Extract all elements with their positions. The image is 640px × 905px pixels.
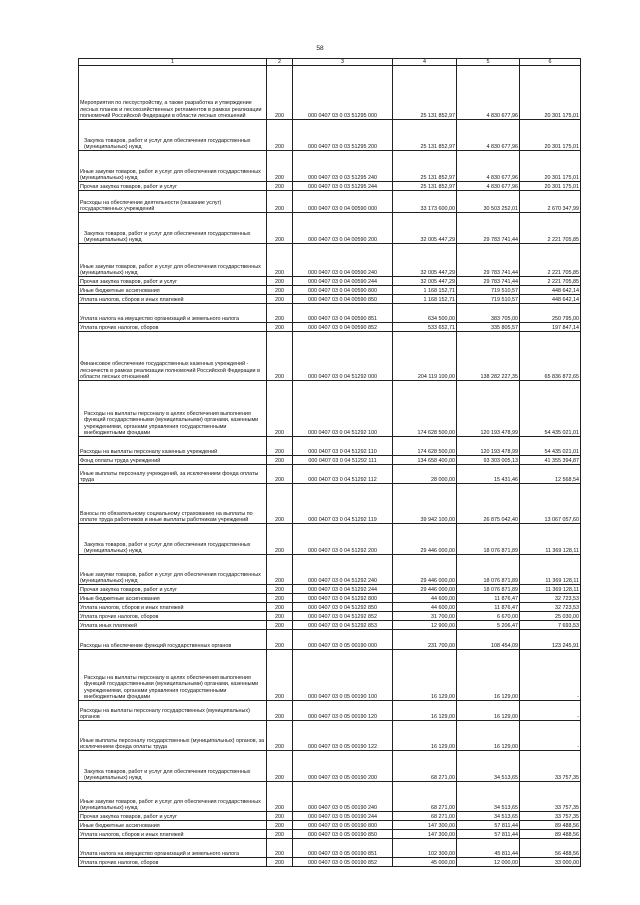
row-remaining: 20 301 175,01 bbox=[520, 151, 581, 182]
row-approved: 29 446 000,00 bbox=[393, 555, 457, 585]
row-remaining: 33 757,35 bbox=[520, 812, 581, 821]
row-classification: 000 0407 03 0 04 00590 852 bbox=[293, 323, 393, 332]
row-remaining: 11 369 128,11 bbox=[520, 555, 581, 585]
row-name: Уплата налогов, сборов и иных платежей bbox=[79, 295, 267, 304]
row-remaining: 197 847,14 bbox=[520, 323, 581, 332]
row-name: Прочая закупка товаров, работ и услуг bbox=[79, 182, 267, 191]
row-name: Иные закупки товаров, работ и услуг для обеспечения государственных (муниципальных) нужд bbox=[79, 151, 267, 182]
row-classification: 000 0407 03 0 05 00190 000 bbox=[293, 630, 393, 650]
header-row bbox=[79, 59, 581, 66]
row-code: 200 bbox=[267, 821, 293, 830]
row-classification: 000 0407 03 0 03 51295 240 bbox=[293, 151, 393, 182]
row-classification: 000 0407 03 0 04 00590 800 bbox=[293, 286, 393, 295]
row-classification: 000 0407 03 0 03 51295 200 bbox=[293, 120, 393, 151]
table-row bbox=[79, 812, 581, 821]
row-executed: 30 503 252,01 bbox=[457, 191, 520, 213]
row-code: 200 bbox=[267, 782, 293, 812]
row-name: Закупка товаров, работ и услуг для обеспечения государственных (муниципальных) нужд bbox=[79, 751, 267, 782]
table-row bbox=[79, 286, 581, 295]
row-remaining: 33 757,35 bbox=[520, 751, 581, 782]
row-approved: 25 131 852,97 bbox=[393, 66, 457, 120]
row-code: 200 bbox=[267, 621, 293, 630]
row-code: 200 bbox=[267, 650, 293, 701]
row-code: 200 bbox=[267, 858, 293, 867]
column-header: 4 bbox=[393, 59, 457, 66]
row-remaining: 20 301 175,01 bbox=[520, 66, 581, 120]
column-header: 1 bbox=[79, 59, 267, 66]
row-approved: 25 131 852,97 bbox=[393, 120, 457, 151]
row-classification: 000 0407 03 0 04 51292 800 bbox=[293, 594, 393, 603]
row-approved: 32 005 447,29 bbox=[393, 277, 457, 286]
row-classification: 000 0407 03 0 04 51292 853 bbox=[293, 621, 393, 630]
row-remaining: - bbox=[520, 721, 581, 751]
row-remaining: 20 301 175,01 bbox=[520, 182, 581, 191]
row-code: 200 bbox=[267, 244, 293, 277]
row-remaining: 7 693,53 bbox=[520, 621, 581, 630]
row-name: Расходы на выплаты персоналу государственных (муниципальных) органов bbox=[79, 701, 267, 721]
row-classification: 000 0407 03 0 05 00190 850 bbox=[293, 830, 393, 839]
row-code: 200 bbox=[267, 721, 293, 751]
table-row bbox=[79, 839, 581, 858]
row-code: 200 bbox=[267, 213, 293, 244]
row-executed: 6 670,00 bbox=[457, 612, 520, 621]
row-code: 200 bbox=[267, 277, 293, 286]
table-row bbox=[79, 304, 581, 323]
row-name: Иные бюджетные ассигнования bbox=[79, 286, 267, 295]
row-classification: 000 0407 03 0 04 51292 852 bbox=[293, 612, 393, 621]
row-classification: 000 0407 03 0 04 51292 111 bbox=[293, 456, 393, 465]
row-approved: 39 942 100,00 bbox=[393, 484, 457, 524]
row-remaining: 56 488,56 bbox=[520, 839, 581, 858]
row-classification: 000 0407 03 0 04 51292 000 bbox=[293, 332, 393, 381]
row-name: Прочая закупка товаров, работ и услуг bbox=[79, 277, 267, 286]
row-executed: 719 510,57 bbox=[457, 286, 520, 295]
row-code: 200 bbox=[267, 456, 293, 465]
row-name: Уплата налога на имущество организаций и земельного налога bbox=[79, 304, 267, 323]
row-approved: 44 600,00 bbox=[393, 603, 457, 612]
column-header: 2 bbox=[267, 59, 293, 66]
row-approved: 1 168 152,71 bbox=[393, 295, 457, 304]
row-remaining: 12 568,54 bbox=[520, 465, 581, 484]
row-classification: 000 0407 03 0 05 00190 200 bbox=[293, 751, 393, 782]
row-executed: 57 811,44 bbox=[457, 821, 520, 830]
row-approved: 634 500,00 bbox=[393, 304, 457, 323]
table-row bbox=[79, 456, 581, 465]
row-code: 200 bbox=[267, 465, 293, 484]
row-executed: 18 076 871,89 bbox=[457, 524, 520, 555]
row-approved: 204 119 100,00 bbox=[393, 332, 457, 381]
column-header: 3 bbox=[293, 59, 393, 66]
row-name: Уплата налогов, сборов и иных платежей bbox=[79, 603, 267, 612]
row-executed: 26 875 042,40 bbox=[457, 484, 520, 524]
row-classification: 000 0407 03 0 04 00590 000 bbox=[293, 191, 393, 213]
row-approved: 33 173 600,00 bbox=[393, 191, 457, 213]
row-executed: 18 076 871,89 bbox=[457, 555, 520, 585]
row-approved: 174 628 500,00 bbox=[393, 437, 457, 456]
table-row bbox=[79, 323, 581, 332]
row-remaining: 65 836 872,65 bbox=[520, 332, 581, 381]
row-approved: 29 446 000,00 bbox=[393, 524, 457, 555]
row-approved: 32 005 447,29 bbox=[393, 213, 457, 244]
row-code: 200 bbox=[267, 381, 293, 437]
row-executed: 12 000,00 bbox=[457, 858, 520, 867]
row-name: Уплата прочих налогов, сборов bbox=[79, 612, 267, 621]
table-row bbox=[79, 751, 581, 782]
row-classification: 000 0407 03 0 04 51292 200 bbox=[293, 524, 393, 555]
table-row bbox=[79, 630, 581, 650]
row-classification: 000 0407 03 0 04 51292 112 bbox=[293, 465, 393, 484]
row-code: 200 bbox=[267, 484, 293, 524]
row-executed: 29 783 741,44 bbox=[457, 277, 520, 286]
row-name: Закупка товаров, работ и услуг для обеспечения государственных (муниципальных) нужд bbox=[79, 213, 267, 244]
table-row bbox=[79, 524, 581, 555]
row-remaining: 41 355 394,87 bbox=[520, 456, 581, 465]
row-approved: 68 271,00 bbox=[393, 782, 457, 812]
table-row bbox=[79, 594, 581, 603]
row-code: 200 bbox=[267, 555, 293, 585]
row-approved: 25 131 852,97 bbox=[393, 151, 457, 182]
row-executed: 29 783 741,44 bbox=[457, 213, 520, 244]
row-code: 200 bbox=[267, 182, 293, 191]
table-row bbox=[79, 821, 581, 830]
row-code: 200 bbox=[267, 630, 293, 650]
row-executed: 719 510,57 bbox=[457, 295, 520, 304]
row-approved: 16 129,00 bbox=[393, 721, 457, 751]
table-row bbox=[79, 484, 581, 524]
row-name: Прочая закупка товаров, работ и услуг bbox=[79, 585, 267, 594]
row-remaining: 11 369 128,11 bbox=[520, 585, 581, 594]
row-code: 200 bbox=[267, 839, 293, 858]
row-code: 200 bbox=[267, 120, 293, 151]
table-row bbox=[79, 782, 581, 812]
row-executed: 108 454,09 bbox=[457, 630, 520, 650]
column-header: 5 bbox=[457, 59, 520, 66]
row-code: 200 bbox=[267, 304, 293, 323]
row-approved: 12 900,00 bbox=[393, 621, 457, 630]
row-executed: 34 513,65 bbox=[457, 812, 520, 821]
row-remaining: 89 488,56 bbox=[520, 821, 581, 830]
row-remaining: 54 435 021,01 bbox=[520, 437, 581, 456]
row-executed: 34 513,65 bbox=[457, 751, 520, 782]
row-code: 200 bbox=[267, 603, 293, 612]
row-name: Фонд оплаты труда учреждений bbox=[79, 456, 267, 465]
row-remaining: 32 723,53 bbox=[520, 603, 581, 612]
row-classification: 000 0407 03 0 03 51295 244 bbox=[293, 182, 393, 191]
table-row bbox=[79, 182, 581, 191]
table-row bbox=[79, 612, 581, 621]
page-number: 58 bbox=[316, 45, 324, 52]
row-remaining: 448 642,14 bbox=[520, 295, 581, 304]
row-code: 200 bbox=[267, 323, 293, 332]
row-classification: 000 0407 03 0 04 51292 100 bbox=[293, 381, 393, 437]
row-classification: 000 0407 03 0 05 00190 800 bbox=[293, 821, 393, 830]
row-code: 200 bbox=[267, 585, 293, 594]
row-classification: 000 0407 03 0 04 00590 244 bbox=[293, 277, 393, 286]
row-executed: 4 830 677,96 bbox=[457, 182, 520, 191]
row-remaining: 2 221 705,85 bbox=[520, 213, 581, 244]
row-executed: 18 076 871,89 bbox=[457, 585, 520, 594]
row-approved: 102 300,00 bbox=[393, 839, 457, 858]
row-approved: 32 005 447,29 bbox=[393, 244, 457, 277]
row-executed: 34 513,65 bbox=[457, 782, 520, 812]
table-row bbox=[79, 381, 581, 437]
row-code: 200 bbox=[267, 66, 293, 120]
row-code: 200 bbox=[267, 295, 293, 304]
row-executed: 11 876,47 bbox=[457, 594, 520, 603]
table-row bbox=[79, 650, 581, 701]
row-executed: 4 830 677,96 bbox=[457, 151, 520, 182]
table-row bbox=[79, 830, 581, 839]
row-code: 200 bbox=[267, 191, 293, 213]
row-classification: 000 0407 03 0 04 00590 200 bbox=[293, 213, 393, 244]
row-remaining: 11 369 128,11 bbox=[520, 524, 581, 555]
row-classification: 000 0407 03 0 04 51292 119 bbox=[293, 484, 393, 524]
row-name: Закупка товаров, работ и услуг для обеспечения государственных (муниципальных) нужд bbox=[79, 120, 267, 151]
row-executed: 29 783 741,44 bbox=[457, 244, 520, 277]
row-name: Иные бюджетные ассигнования bbox=[79, 821, 267, 830]
row-name: Иные выплаты персоналу учреждений, за исключением фонда оплаты труда bbox=[79, 465, 267, 484]
row-classification: 000 0407 03 0 04 00590 850 bbox=[293, 295, 393, 304]
table-row bbox=[79, 244, 581, 277]
row-name: Иные выплаты персоналу государственных (муниципальных) органов, за исключением фонда оплаты труда bbox=[79, 721, 267, 751]
row-classification: 000 0407 03 0 05 00190 851 bbox=[293, 839, 393, 858]
row-executed: 335 805,57 bbox=[457, 323, 520, 332]
row-classification: 000 0407 03 0 04 00590 851 bbox=[293, 304, 393, 323]
row-name: Расходы на выплаты персоналу в целях обеспечения выполнения функций государственными (муниципальными) органами, казенными учреждениями, органами управления государственными внебюджетными фондами bbox=[79, 650, 267, 701]
row-executed: 15 431,46 bbox=[457, 465, 520, 484]
row-code: 200 bbox=[267, 612, 293, 621]
budget-table bbox=[78, 58, 581, 867]
row-approved: 31 700,00 bbox=[393, 612, 457, 621]
table-row bbox=[79, 66, 581, 120]
row-classification: 000 0407 03 0 04 00590 240 bbox=[293, 244, 393, 277]
row-classification: 000 0407 03 0 03 51295 000 bbox=[293, 66, 393, 120]
row-approved: 174 628 500,00 bbox=[393, 381, 457, 437]
row-executed: 383 705,00 bbox=[457, 304, 520, 323]
row-classification: 000 0407 03 0 05 00190 100 bbox=[293, 650, 393, 701]
row-name: Иные закупки товаров, работ и услуг для обеспечения государственных (муниципальных) нужд bbox=[79, 555, 267, 585]
row-classification: 000 0407 03 0 05 00190 244 bbox=[293, 812, 393, 821]
row-approved: 29 446 000,00 bbox=[393, 585, 457, 594]
row-classification: 000 0407 03 0 04 51292 850 bbox=[293, 603, 393, 612]
table-row bbox=[79, 332, 581, 381]
table-row bbox=[79, 585, 581, 594]
row-code: 200 bbox=[267, 701, 293, 721]
row-approved: 147 300,00 bbox=[393, 830, 457, 839]
row-approved: 1 168 152,71 bbox=[393, 286, 457, 295]
table-row bbox=[79, 621, 581, 630]
row-approved: 16 129,00 bbox=[393, 650, 457, 701]
row-classification: 000 0407 03 0 05 00190 120 bbox=[293, 701, 393, 721]
table-row bbox=[79, 151, 581, 182]
row-classification: 000 0407 03 0 04 51292 110 bbox=[293, 437, 393, 456]
row-approved: 45 000,00 bbox=[393, 858, 457, 867]
row-executed: 4 830 677,96 bbox=[457, 120, 520, 151]
row-code: 200 bbox=[267, 151, 293, 182]
row-remaining: 2 221 705,85 bbox=[520, 277, 581, 286]
row-remaining: 25 030,00 bbox=[520, 612, 581, 621]
row-remaining: 13 067 057,60 bbox=[520, 484, 581, 524]
row-executed: 11 876,47 bbox=[457, 603, 520, 612]
row-remaining: - bbox=[520, 701, 581, 721]
row-approved: 231 700,00 bbox=[393, 630, 457, 650]
table-body bbox=[79, 66, 581, 867]
row-remaining: 250 795,00 bbox=[520, 304, 581, 323]
row-remaining: 2 670 347,99 bbox=[520, 191, 581, 213]
table-row bbox=[79, 120, 581, 151]
row-executed: 16 129,00 bbox=[457, 650, 520, 701]
row-remaining: 2 221 705,85 bbox=[520, 244, 581, 277]
row-classification: 000 0407 03 0 05 00190 240 bbox=[293, 782, 393, 812]
table-row bbox=[79, 701, 581, 721]
row-remaining: - bbox=[520, 650, 581, 701]
table-row bbox=[79, 295, 581, 304]
row-approved: 68 271,00 bbox=[393, 751, 457, 782]
row-executed: 5 206,47 bbox=[457, 621, 520, 630]
row-remaining: 54 435 021,01 bbox=[520, 381, 581, 437]
row-remaining: 32 723,53 bbox=[520, 594, 581, 603]
column-header: 6 bbox=[520, 59, 581, 66]
row-name: Расходы на обеспечение функций государственных органов bbox=[79, 630, 267, 650]
row-name: Финансовое обеспечение государственных казенных учреждений - лесничеств в рамках реализации полномочий Российской Федерации в области лесных отношений bbox=[79, 332, 267, 381]
row-name: Расходы на выплаты персоналу казенных учреждений bbox=[79, 437, 267, 456]
row-classification: 000 0407 03 0 05 00190 852 bbox=[293, 858, 393, 867]
row-name: Расходы на обеспечение деятельности (оказание услуг) государственных учреждений bbox=[79, 191, 267, 213]
row-classification: 000 0407 03 0 04 51292 244 bbox=[293, 585, 393, 594]
row-executed: 16 129,00 bbox=[457, 721, 520, 751]
row-executed: 138 282 227,35 bbox=[457, 332, 520, 381]
row-approved: 68 271,00 bbox=[393, 812, 457, 821]
row-name: Закупка товаров, работ и услуг для обеспечения государственных (муниципальных) нужд bbox=[79, 524, 267, 555]
table-row bbox=[79, 213, 581, 244]
row-code: 200 bbox=[267, 332, 293, 381]
row-executed: 93 303 005,13 bbox=[457, 456, 520, 465]
row-approved: 28 000,00 bbox=[393, 465, 457, 484]
table-row bbox=[79, 191, 581, 213]
row-code: 200 bbox=[267, 286, 293, 295]
row-name: Уплата налога на имущество организаций и земельного налога bbox=[79, 839, 267, 858]
row-code: 200 bbox=[267, 830, 293, 839]
row-approved: 533 652,71 bbox=[393, 323, 457, 332]
row-name: Уплата налогов, сборов и иных платежей bbox=[79, 830, 267, 839]
row-remaining: 448 642,14 bbox=[520, 286, 581, 295]
row-approved: 147 300,00 bbox=[393, 821, 457, 830]
row-name: Взносы по обязательному социальному страхованию на выплаты по оплате труда работников и иные выплаты работникам учреждений bbox=[79, 484, 267, 524]
row-name: Уплата прочих налогов, сборов bbox=[79, 858, 267, 867]
row-executed: 16 129,00 bbox=[457, 701, 520, 721]
table-row bbox=[79, 437, 581, 456]
row-code: 200 bbox=[267, 751, 293, 782]
row-name: Уплата иных платежей bbox=[79, 621, 267, 630]
row-executed: 120 193 478,99 bbox=[457, 437, 520, 456]
row-name: Мероприятия по лесоустройству, а также разработка и утверждение лесных планов и лесохозяйственных регламентов в рамках реализации полномочий Российской Федерации в области лесных отношений bbox=[79, 66, 267, 120]
row-name: Иные бюджетные ассигнования bbox=[79, 594, 267, 603]
row-classification: 000 0407 03 0 05 00190 122 bbox=[293, 721, 393, 751]
row-executed: 120 193 478,99 bbox=[457, 381, 520, 437]
row-code: 200 bbox=[267, 812, 293, 821]
row-classification: 000 0407 03 0 04 51292 240 bbox=[293, 555, 393, 585]
row-executed: 45 811,44 bbox=[457, 839, 520, 858]
table-row bbox=[79, 603, 581, 612]
row-name: Уплата прочих налогов, сборов bbox=[79, 323, 267, 332]
row-approved: 44 600,00 bbox=[393, 594, 457, 603]
row-remaining: 123 245,91 bbox=[520, 630, 581, 650]
row-code: 200 bbox=[267, 594, 293, 603]
row-remaining: 89 488,56 bbox=[520, 830, 581, 839]
table-row bbox=[79, 858, 581, 867]
row-name: Иные закупки товаров, работ и услуг для обеспечения государственных (муниципальных) нужд bbox=[79, 244, 267, 277]
row-code: 200 bbox=[267, 437, 293, 456]
table-row bbox=[79, 277, 581, 286]
table-row bbox=[79, 555, 581, 585]
row-name: Прочая закупка товаров, работ и услуг bbox=[79, 812, 267, 821]
row-executed: 4 830 677,96 bbox=[457, 66, 520, 120]
row-executed: 57 811,44 bbox=[457, 830, 520, 839]
table-row bbox=[79, 465, 581, 484]
table-row bbox=[79, 721, 581, 751]
row-approved: 134 658 400,00 bbox=[393, 456, 457, 465]
row-remaining: 33 757,35 bbox=[520, 782, 581, 812]
row-name: Иные закупки товаров, работ и услуг для обеспечения государственных (муниципальных) нужд bbox=[79, 782, 267, 812]
row-approved: 16 129,00 bbox=[393, 701, 457, 721]
row-approved: 25 131 852,97 bbox=[393, 182, 457, 191]
row-code: 200 bbox=[267, 524, 293, 555]
row-name: Расходы на выплаты персоналу в целях обеспечения выполнения функций государственными (муниципальными) органами, казенными учреждениями, органами управления государственными внебюджетными фондами bbox=[79, 381, 267, 437]
row-remaining: 20 301 175,01 bbox=[520, 120, 581, 151]
row-remaining: 33 000,00 bbox=[520, 858, 581, 867]
